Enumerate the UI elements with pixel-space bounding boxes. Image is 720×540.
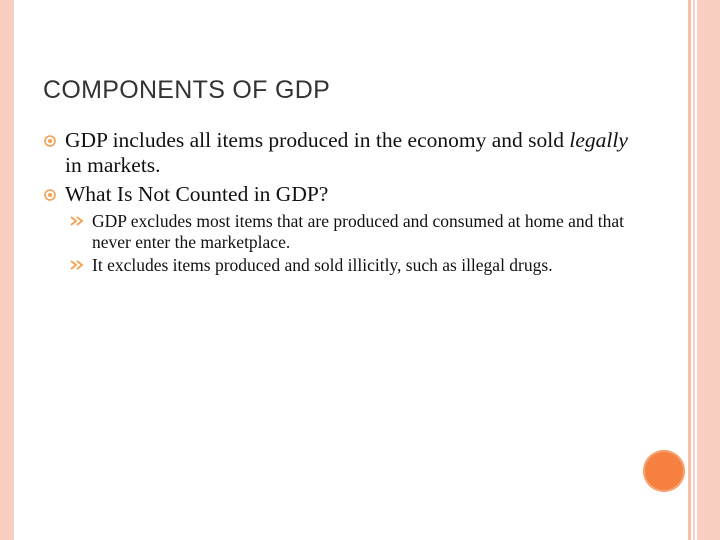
right-border [697,0,720,540]
bullet-text-2: What Is Not Counted in GDP? [65,182,329,206]
right-border-inner [688,0,691,540]
bullet-text-1a: GDP includes all items produced in the economy and sold [65,128,570,152]
bullet-item-1 [44,128,644,178]
sub-bullet-item-1 [70,211,644,253]
double-chevron-bullet-icon [70,259,86,271]
accent-circle [643,450,685,492]
bullet-text-1b: in markets. [65,153,161,177]
bullet-list [44,128,644,278]
sub-bullet-list [70,211,644,276]
double-chevron-bullet-icon [70,215,86,227]
sun-bullet-icon [44,189,56,201]
left-border [0,0,14,540]
sun-bullet-icon [44,135,56,147]
bullet-item-2 [44,182,644,207]
slide-title: COMPONENTS OF GDP [43,76,331,104]
sub-bullet-text-2: It excludes items produced and sold illicitly, such as illegal drugs. [92,255,553,275]
sub-bullet-item-2 [70,255,644,276]
right-border-line [693,0,695,540]
bullet-text-1-italic: legally [569,128,628,152]
sub-bullet-text-1: GDP excludes most items that are produced and consumed at home and that never enter the marketplace. [92,211,624,252]
